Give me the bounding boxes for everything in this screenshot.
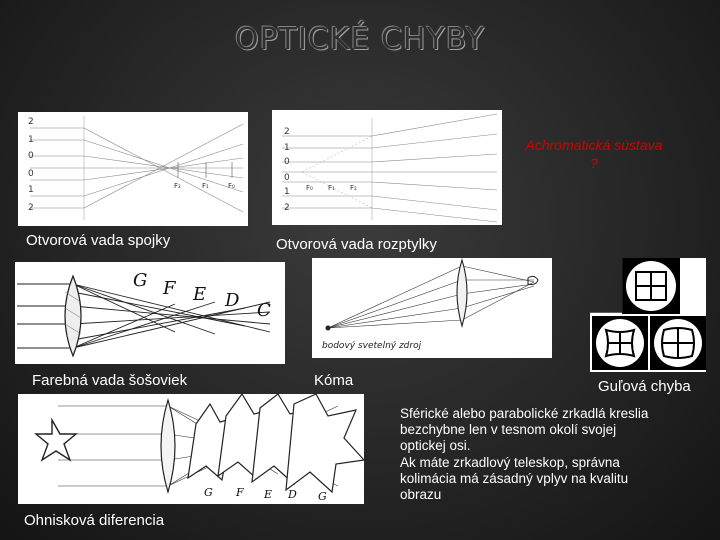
tick-label: 2: [284, 203, 290, 213]
description-line: obrazu: [400, 487, 442, 503]
tick-label: 1: [28, 185, 34, 195]
focus-label: F₀: [228, 182, 235, 190]
concave-aperture-diagram: [272, 110, 502, 225]
achromatic-line2: ?: [590, 155, 598, 171]
color-letter-d: D: [225, 290, 240, 311]
tick-label: 0: [28, 169, 34, 179]
color-letter-e: E: [193, 284, 207, 305]
focus-label: F₁: [202, 182, 209, 190]
coma-caption: bodový svetelný zdroj: [322, 341, 422, 351]
achromatic-line1: Achromatická sústava: [525, 137, 663, 153]
focal-letter: D: [288, 488, 297, 501]
focal-letter: G: [204, 486, 213, 499]
color-letter-f: F: [163, 278, 176, 299]
label-focal: Ohnisková diferencia: [24, 512, 165, 529]
description-line: kolimácia má zásadný vplyv na kvalitu: [400, 470, 629, 486]
coma-svg: [312, 258, 552, 358]
focal-diagram: [18, 394, 364, 504]
label-spherical: Guľová chyba: [598, 378, 691, 395]
label-concave-aperture: Otvorová vada rozptylky: [276, 236, 437, 253]
description-line: Ak máte zrkadlový teleskop, správna: [400, 454, 620, 470]
focus-label: F₀: [306, 184, 313, 192]
description-line: optickej osi.: [400, 438, 471, 454]
label-chromatic: Farebná vada šošoviek: [32, 372, 188, 389]
focal-letter: E: [264, 488, 273, 501]
concave-aperture-svg: [272, 110, 502, 225]
tick-label: 1: [284, 143, 290, 153]
tick-label: 2: [28, 117, 34, 127]
focus-label: F₂: [174, 182, 181, 190]
focal-letter: G: [318, 490, 327, 503]
focal-letter: F: [236, 486, 244, 499]
tick-label: 0: [284, 157, 290, 167]
page-title: OPTICKÉ CHYBY: [234, 22, 486, 57]
description-line: bezchybne len v tesnom okolí svojej: [400, 422, 617, 438]
label-coma: Kóma: [314, 372, 354, 389]
tick-label: 1: [28, 135, 34, 145]
tick-label: 2: [28, 203, 34, 213]
tick-label: 0: [28, 151, 34, 161]
coma-diagram: [312, 258, 552, 358]
tick-label: 1: [284, 187, 290, 197]
spherical-diagram: [590, 258, 706, 372]
description-text: [400, 406, 700, 503]
chromatic-svg: [15, 262, 285, 364]
focal-svg: [18, 394, 364, 504]
color-letter-g: G: [133, 270, 148, 291]
chromatic-diagram: [15, 262, 285, 364]
spherical-svg: [590, 258, 706, 372]
tick-label: 2: [284, 127, 290, 137]
focus-label: F₁: [328, 184, 335, 192]
tick-label: 0: [284, 173, 290, 183]
description-line: Sférické alebo parabolické zrkadlá kreslia: [400, 406, 649, 421]
convex-aperture-svg: [18, 112, 248, 226]
label-convex-aperture: Otvorová vada spojky: [26, 232, 171, 249]
convex-aperture-diagram: [18, 112, 248, 226]
color-letter-c: C: [257, 300, 271, 321]
focus-label: F₂: [350, 184, 357, 192]
achromatic-note: [494, 136, 694, 172]
